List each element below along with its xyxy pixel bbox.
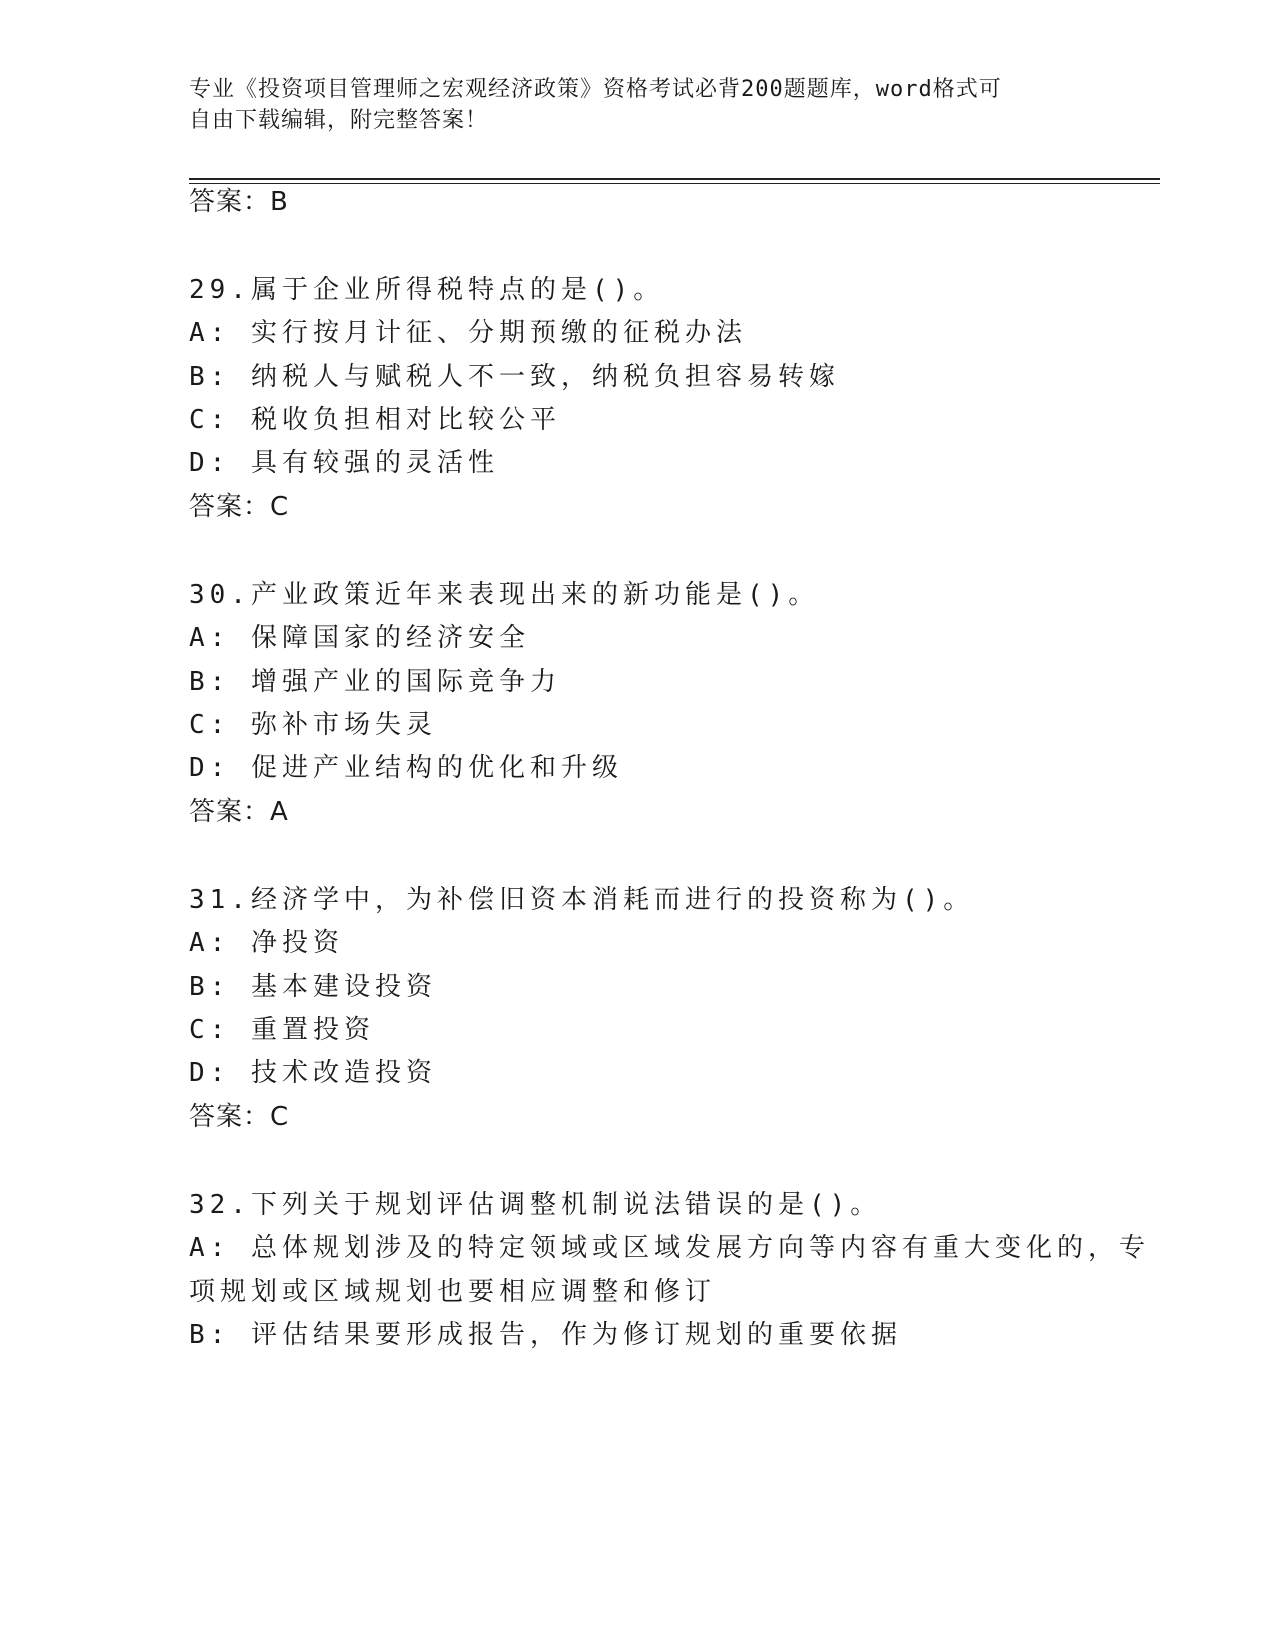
option-d: D: 具有较强的灵活性 [189,448,499,478]
option-c: C: 重置投资 [189,1015,375,1045]
question-stem: 31.经济学中，为补偿旧资本消耗而进行的投资称为()。 [189,885,975,915]
option-b: B: 基本建设投资 [189,972,437,1002]
option-a: A: 总体规划涉及的特定领域或区域发展方向等内容有重大变化的，专 [189,1233,1150,1263]
answer-line: 答案：B [189,187,289,217]
option-a: A: 保障国家的经济安全 [189,623,530,653]
option-b: B: 增强产业的国际竞争力 [189,667,561,697]
header-line-1: 专业《投资项目管理师之宏观经济政策》资格考试必背200题题库，word格式可 [189,77,1002,102]
header-rule-thick [189,178,1160,180]
option-d: D: 促进产业结构的优化和升级 [189,753,623,783]
option-d: D: 技术改造投资 [189,1058,437,1088]
answer-line: 答案：C [189,1102,290,1132]
document-header [189,74,1069,136]
option-a: A: 净投资 [189,928,344,958]
answer-line: 答案：A [189,797,289,827]
question-stem: 32.下列关于规划评估调整机制说法错误的是()。 [189,1190,882,1220]
question-stem: 30.产业政策近年来表现出来的新功能是()。 [189,580,820,610]
option-b: B: 评估结果要形成报告，作为修订规划的重要依据 [189,1320,902,1350]
header-line-2: 自由下载编辑，附完整答案！ [189,108,489,133]
option-b: B: 纳税人与赋税人不一致，纳税负担容易转嫁 [189,362,840,392]
question-stem: 29.属于企业所得税特点的是()。 [189,275,665,305]
option-a-continued: 项规划或区域规划也要相应调整和修订 [189,1277,717,1307]
header-rule-thin [189,183,1160,184]
answer-line: 答案：C [189,492,290,522]
option-c: C: 税收负担相对比较公平 [189,405,561,435]
option-c: C: 弥补市场失灵 [189,710,437,740]
option-a: A: 实行按月计征、分期预缴的征税办法 [189,318,747,348]
